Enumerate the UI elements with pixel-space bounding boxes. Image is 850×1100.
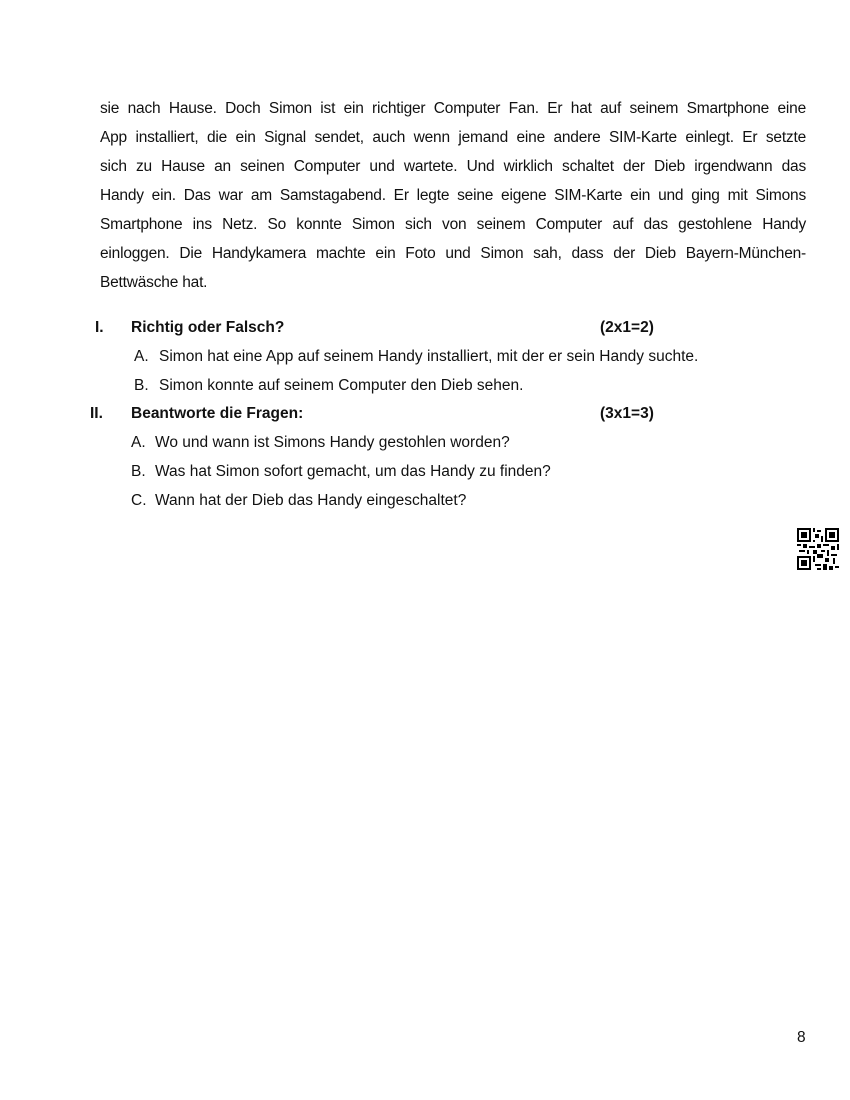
passage-line: sich zu Hause an seinen Computer und wartete. Und wirklich schaltet der Dieb irgendwann das xyxy=(100,158,806,175)
item-letter: C. xyxy=(131,492,147,509)
item-text: Simon hat eine App auf seinem Handy installiert, mit der er sein Handy suchte. xyxy=(159,348,699,365)
item-letter: B. xyxy=(131,463,146,480)
passage-line: Bettwäsche hat. xyxy=(100,274,208,291)
item-letter: A. xyxy=(131,434,146,451)
passage-line: App installiert, die ein Signal sendet, auch wenn jemand eine andere SIM-Karte einlegt. Er setzte xyxy=(100,129,806,146)
item-text: Was hat Simon sofort gemacht, um das Handy zu finden? xyxy=(155,463,551,480)
section-title: Beantworte die Fragen: xyxy=(131,405,304,422)
section-title: Richtig oder Falsch? xyxy=(131,319,285,336)
section-marks: (2x1=2) xyxy=(600,319,654,336)
item-text: Simon konnte auf seinem Computer den Dieb sehen. xyxy=(159,377,524,394)
section-marks: (3x1=3) xyxy=(600,405,654,422)
item-letter: A. xyxy=(134,348,149,365)
section-number: II. xyxy=(90,405,103,422)
item-text: Wo und wann ist Simons Handy gestohlen worden? xyxy=(155,434,510,451)
passage-line: Handy ein. Das war am Samstagabend. Er legte seine eigene SIM-Karte ein und ging mit Simons xyxy=(100,187,806,204)
item-letter: B. xyxy=(134,377,149,394)
section-number: I. xyxy=(95,319,104,336)
passage-line: sie nach Hause. Doch Simon ist ein richtiger Computer Fan. Er hat auf seinem Smartphone eine xyxy=(100,100,806,117)
passage-line: Smartphone ins Netz. So konnte Simon sich von seinem Computer auf das gestohlene Handy xyxy=(100,216,806,233)
page-number: 8 xyxy=(797,1029,806,1046)
qr-code-icon xyxy=(797,528,839,570)
passage-line: einloggen. Die Handykamera machte ein Foto und Simon sah, dass der Dieb Bayern-München- xyxy=(100,245,806,262)
item-text: Wann hat der Dieb das Handy eingeschaltet? xyxy=(155,492,467,509)
